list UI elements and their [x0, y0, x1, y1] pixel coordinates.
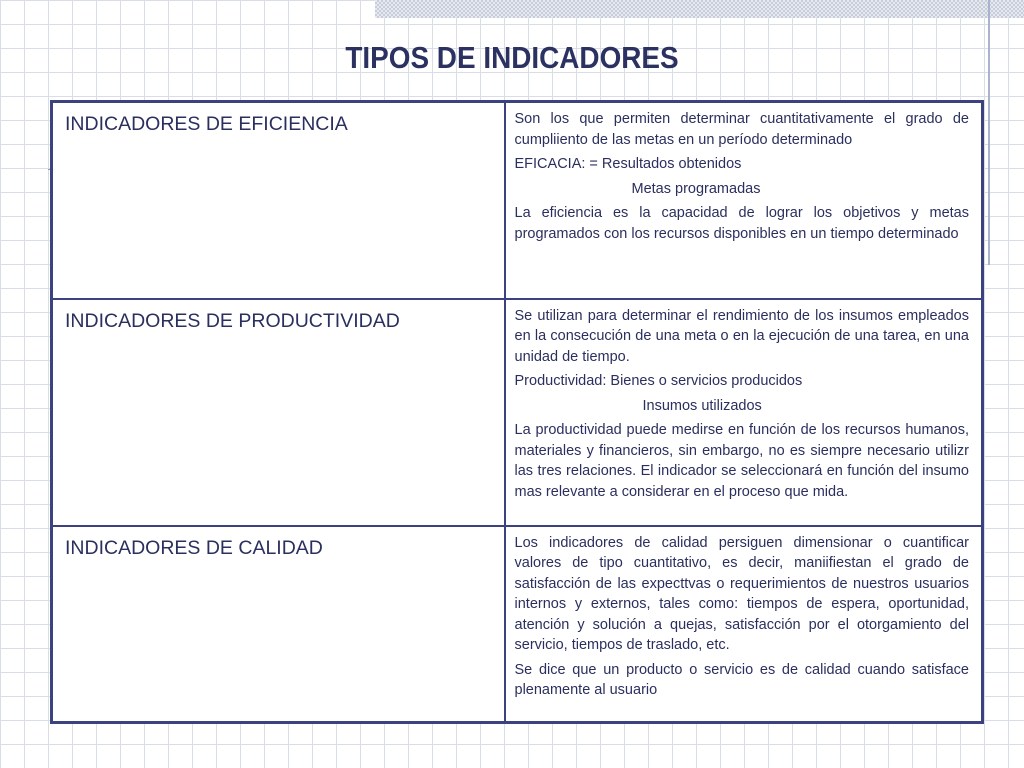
decorative-top-band	[375, 0, 1024, 18]
indicator-description-eficiencia	[505, 102, 983, 299]
productividad-formula-denominator: Insumos utilizados	[642, 397, 762, 414]
table-row-calidad	[52, 526, 983, 723]
decorative-vertical-line-right	[988, 0, 990, 265]
indicator-type-eficiencia: INDICADORES DE EFICIENCIA	[52, 102, 505, 299]
table-row-productividad	[52, 299, 983, 526]
table-row-eficiencia	[52, 102, 983, 299]
indicator-type-calidad: INDICADORES DE CALIDAD	[52, 526, 505, 723]
indicator-type-productividad: INDICADORES DE PRODUCTIVIDAD	[52, 299, 505, 526]
indicator-description-calidad	[505, 526, 983, 723]
eficacia-formula-numerator: EFICACIA: = Resultados obtenidos	[514, 156, 742, 172]
indicator-description-productividad	[505, 299, 983, 526]
calidad-explanation: Se dice que un producto o servicio es de calidad cuando satisface plenamente al usuario	[514, 661, 969, 698]
eficiencia-definition: Son los que permiten determinar cuantitativamente el grado de cumpliiento de las metas en un período determinado	[514, 111, 969, 148]
productividad-explanation: La productividad puede medirse en función de los recursos humanos, materiales y financieros, sin embargo, no es siempre necesario utilizr las tres relaciones. El indicador se seleccionará en función del insumo mas relevante a considerar en el proceso que mida.	[514, 422, 969, 500]
eficiencia-explanation: La eficiencia es la capacidad de lograr los objetivos y metas programados con los recursos disponibles en un tiempo determinado	[514, 205, 969, 242]
indicators-table	[50, 100, 984, 724]
calidad-definition: Los indicadores de calidad persiguen dimensionar o cuantificar valores de tipo cuantitativo, es decir, maniifiestan el grado de satisfacción de las expecttvas o requerimientos de nuestros usuarios internos y externos, tales como: tiempos de espera, oportunidad, atención y solución a quejas, satisfacción por el otorgamiento del servicio, tiempos de traslado, etc.	[514, 534, 969, 653]
page-title: TIPOS DE INDICADORES	[345, 40, 679, 75]
productividad-formula-numerator: Productividad: Bienes o servicios producidos	[514, 373, 803, 389]
eficacia-formula-denominator: Metas programadas	[631, 180, 761, 197]
productividad-definition: Se utilizan para determinar el rendimiento de los insumos empleados en la consecución de una meta o en la ejecución de una tarea, en una unidad de tiempo.	[514, 307, 969, 365]
